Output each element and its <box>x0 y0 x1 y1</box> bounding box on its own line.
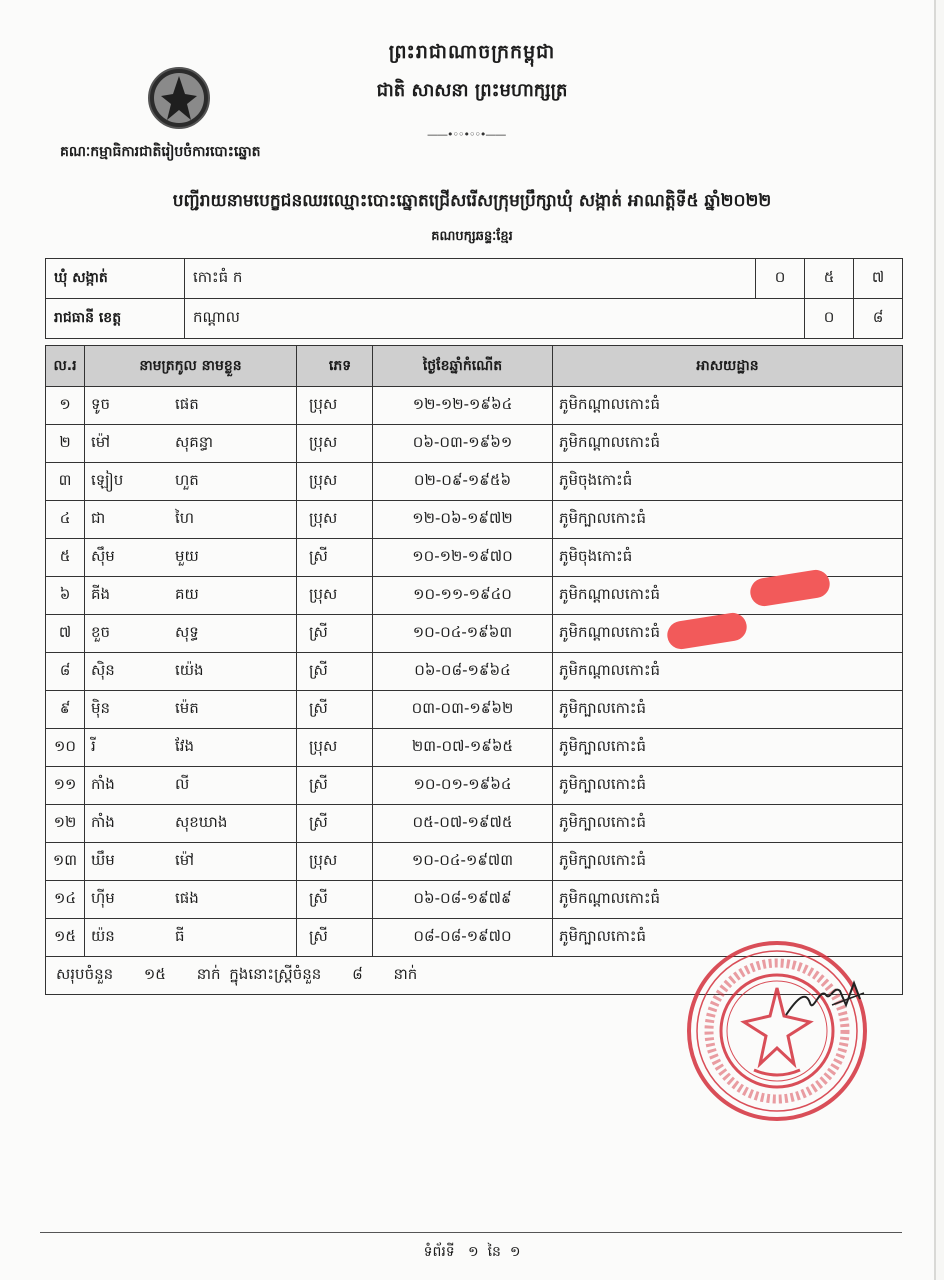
province-code-digit: ៨ <box>854 299 903 339</box>
col-header-dob: ថ្ងៃខែឆ្នាំកំណើត <box>373 346 553 387</box>
col-header-address: អាសយដ្ឋាន <box>553 346 903 387</box>
commune-label: ឃុំ សង្កាត់ <box>46 259 185 299</box>
table-row <box>46 881 903 919</box>
address: ភូមិកណ្តាលកោះធំ <box>553 615 903 653</box>
given-name: យ៉េង <box>175 660 204 679</box>
party-name: គណបក្សឆន្ទៈខ្មែរ <box>431 229 513 244</box>
candidate-name <box>85 463 297 501</box>
given-name: សុទ្ធ <box>175 622 199 641</box>
given-name: ធី <box>175 926 185 945</box>
sex: ស្រី <box>297 539 373 577</box>
date-of-birth: ០៥-០៧-១៩៧៥ <box>373 805 553 843</box>
women-unit: នាក់ <box>393 964 418 983</box>
committee-name: គណៈកម្មាធិការជាតិរៀបចំការបោះឆ្នោត <box>60 144 261 160</box>
document-title: បញ្ជីរាយនាមបេក្ខជនឈរឈ្មោះបោះឆ្នោតជ្រើសរើសក្រុមប្រឹក្សាឃុំ សង្កាត់ អាណត្តិទី៥ ឆ្នាំ២០២២ <box>172 191 772 211</box>
sex: ប្រុស <box>297 425 373 463</box>
total-label: សរុបចំនួន <box>56 964 114 983</box>
commune-row <box>46 259 903 299</box>
table-row <box>46 501 903 539</box>
given-name: ម៉ៅ <box>175 850 195 869</box>
family-name: រី <box>91 736 96 755</box>
given-name: ហៃ <box>175 508 195 527</box>
family-name: ជា <box>91 508 106 527</box>
family-name: ខួច <box>91 622 111 641</box>
women-label: ក្នុងនោះស្ត្រីចំនួន <box>229 964 322 983</box>
row-number: ១៣ <box>46 843 85 881</box>
official-stamp-icon <box>684 938 870 1124</box>
family-name: ស៊ិន <box>91 660 115 679</box>
candidate-name <box>85 577 297 615</box>
family-name: គីង <box>91 584 111 603</box>
table-row <box>46 767 903 805</box>
table-row <box>46 425 903 463</box>
candidate-name <box>85 881 297 919</box>
family-name: ហ៊ីម <box>91 888 115 907</box>
candidate-name <box>85 843 297 881</box>
ornament-divider: ——•◦◦•◦◦•—— <box>427 128 506 141</box>
date-of-birth: ០៦-០៣-១៩៦១ <box>373 425 553 463</box>
address: ភូមិក្បាលកោះធំ <box>553 729 903 767</box>
total-count: ១៥ <box>143 964 166 983</box>
date-of-birth: ០៦-០៨-១៩៧៩ <box>373 881 553 919</box>
sex: ប្រុស <box>297 501 373 539</box>
date-of-birth: ១០-០៤-១៩៦៣ <box>373 615 553 653</box>
total-pages: ១ <box>509 1244 521 1260</box>
address: ភូមិកណ្តាលកោះធំ <box>553 425 903 463</box>
address: ភូមិក្បាលកោះធំ <box>553 843 903 881</box>
province-label: រាជធានី ខេត្ត <box>46 299 185 339</box>
address: ភូមិកណ្តាលកោះធំ <box>553 577 903 615</box>
women-count: ៨ <box>352 964 363 983</box>
candidate-name <box>85 653 297 691</box>
commune-code-digit: ៥ <box>805 259 854 299</box>
row-number: ៩ <box>46 691 85 729</box>
sex: ប្រុស <box>297 729 373 767</box>
sex: ប្រុស <box>297 577 373 615</box>
candidate-name <box>85 539 297 577</box>
address: ភូមិចុងកោះធំ <box>553 539 903 577</box>
table-row <box>46 805 903 843</box>
address: ភូមិក្បាលកោះធំ <box>553 767 903 805</box>
family-name: កាំង <box>91 774 115 793</box>
given-name: សុខឃាង <box>175 812 228 831</box>
page-number: ១ <box>468 1244 479 1260</box>
address: ភូមិកណ្តាលកោះធំ <box>553 653 903 691</box>
col-header-sex: ភេទ <box>297 346 373 387</box>
location-table <box>45 258 903 339</box>
commune-code-digit: ៧ <box>854 259 903 299</box>
candidate-name <box>85 387 297 425</box>
row-number: ៣ <box>46 463 85 501</box>
national-motto: ជាតិ សាសនា ព្រះមហាក្សត្រ <box>376 80 568 101</box>
table-row <box>46 691 903 729</box>
province-value: កណ្តាល <box>185 299 805 339</box>
table-row <box>46 653 903 691</box>
table-header-row <box>46 346 903 387</box>
row-number: ៦ <box>46 577 85 615</box>
table-row <box>46 539 903 577</box>
page-label: ទំព័រទី <box>423 1244 455 1260</box>
sex: ស្រី <box>297 881 373 919</box>
signature-icon <box>780 975 870 1025</box>
family-name: ឃឹម <box>91 850 115 869</box>
date-of-birth: ០៣-០៣-១៩៦២ <box>373 691 553 729</box>
date-of-birth: ០៦-០៨-១៩៦៤ <box>373 653 553 691</box>
address: ភូមិក្បាលកោះធំ <box>553 691 903 729</box>
commune-code-digit: ០ <box>756 259 805 299</box>
address: ភូមិកណ្តាលកោះធំ <box>553 387 903 425</box>
sex: ប្រុស <box>297 463 373 501</box>
row-number: ១១ <box>46 767 85 805</box>
date-of-birth: ១២-១២-១៩៦៤ <box>373 387 553 425</box>
row-number: ២ <box>46 425 85 463</box>
given-name: វែង <box>175 736 195 755</box>
sex: ប្រុស <box>297 843 373 881</box>
family-name: ឡៀប <box>91 470 124 489</box>
date-of-birth: ១០-០១-១៩៦៤ <box>373 767 553 805</box>
of-label: នៃ <box>487 1244 501 1260</box>
candidate-name <box>85 501 297 539</box>
row-number: ១២ <box>46 805 85 843</box>
sex: ស្រី <box>297 919 373 957</box>
candidate-name <box>85 767 297 805</box>
row-number: ៧ <box>46 615 85 653</box>
address: ភូមិក្បាលកោះធំ <box>553 919 903 957</box>
row-number: ១៤ <box>46 881 85 919</box>
table-row <box>46 615 903 653</box>
address: ភូមិក្បាលកោះធំ <box>553 501 903 539</box>
sex: ស្រី <box>297 653 373 691</box>
family-name: ទូច <box>91 394 111 413</box>
row-number: ៤ <box>46 501 85 539</box>
row-number: ៨ <box>46 653 85 691</box>
row-number: ១០ <box>46 729 85 767</box>
sex: ស្រី <box>297 691 373 729</box>
footer-divider <box>40 1232 902 1233</box>
col-header-number: ល.រ <box>46 346 85 387</box>
candidate-name <box>85 691 297 729</box>
given-name: មួយ <box>175 546 199 565</box>
col-header-name: នាមត្រកូល នាមខ្លួន <box>85 346 297 387</box>
date-of-birth: ០២-០៩-១៩៥៦ <box>373 463 553 501</box>
candidate-name <box>85 919 297 957</box>
address: ភូមិចុងកោះធំ <box>553 463 903 501</box>
sex: ស្រី <box>297 805 373 843</box>
table-row <box>46 463 903 501</box>
commune-value: កោះធំ ក <box>185 259 756 299</box>
row-number: ១៥ <box>46 919 85 957</box>
table-row <box>46 387 903 425</box>
given-name: សុគន្ធា <box>175 432 214 451</box>
candidate-name <box>85 615 297 653</box>
address: ភូមិក្បាលកោះធំ <box>553 805 903 843</box>
kingdom-heading: ព្រះរាជាណាចក្រកម្ពុជា <box>388 41 556 63</box>
page-footer <box>0 1242 944 1263</box>
date-of-birth: ០៨-០៨-១៩៧០ <box>373 919 553 957</box>
table-row <box>46 843 903 881</box>
candidate-name <box>85 805 297 843</box>
address: ភូមិកណ្តាលកោះធំ <box>553 881 903 919</box>
row-number: ៥ <box>46 539 85 577</box>
family-name: ម៉ៅ <box>91 432 111 451</box>
sex: ប្រុស <box>297 387 373 425</box>
family-name: ម៉ិន <box>91 698 111 717</box>
given-name: ផេង <box>175 888 199 907</box>
province-row <box>46 299 903 339</box>
date-of-birth: ១០-១២-១៩៧០ <box>373 539 553 577</box>
given-name: ផេត <box>175 394 199 413</box>
candidate-table <box>45 345 903 995</box>
family-name: យ៉ន <box>91 926 115 945</box>
province-code-digit: ០ <box>805 299 854 339</box>
table-row <box>46 729 903 767</box>
candidate-name <box>85 425 297 463</box>
family-name: ស៊ឹម <box>91 546 115 565</box>
date-of-birth: ១០-០៤-១៩៧៣ <box>373 843 553 881</box>
date-of-birth: ២៣-០៧-១៩៦៥ <box>373 729 553 767</box>
given-name: ហួត <box>175 470 199 489</box>
date-of-birth: ១២-០៦-១៩៧២ <box>373 501 553 539</box>
candidate-name <box>85 729 297 767</box>
sex: ស្រី <box>297 615 373 653</box>
sex: ស្រី <box>297 767 373 805</box>
family-name: កាំង <box>91 812 115 831</box>
given-name: គយ <box>175 584 199 603</box>
total-unit: នាក់ <box>196 964 221 983</box>
date-of-birth: ១០-១១-១៩៤០ <box>373 577 553 615</box>
given-name: លី <box>175 774 190 793</box>
row-number: ១ <box>46 387 85 425</box>
given-name: ម៉េត <box>175 698 199 717</box>
nec-emblem-icon <box>147 66 211 130</box>
